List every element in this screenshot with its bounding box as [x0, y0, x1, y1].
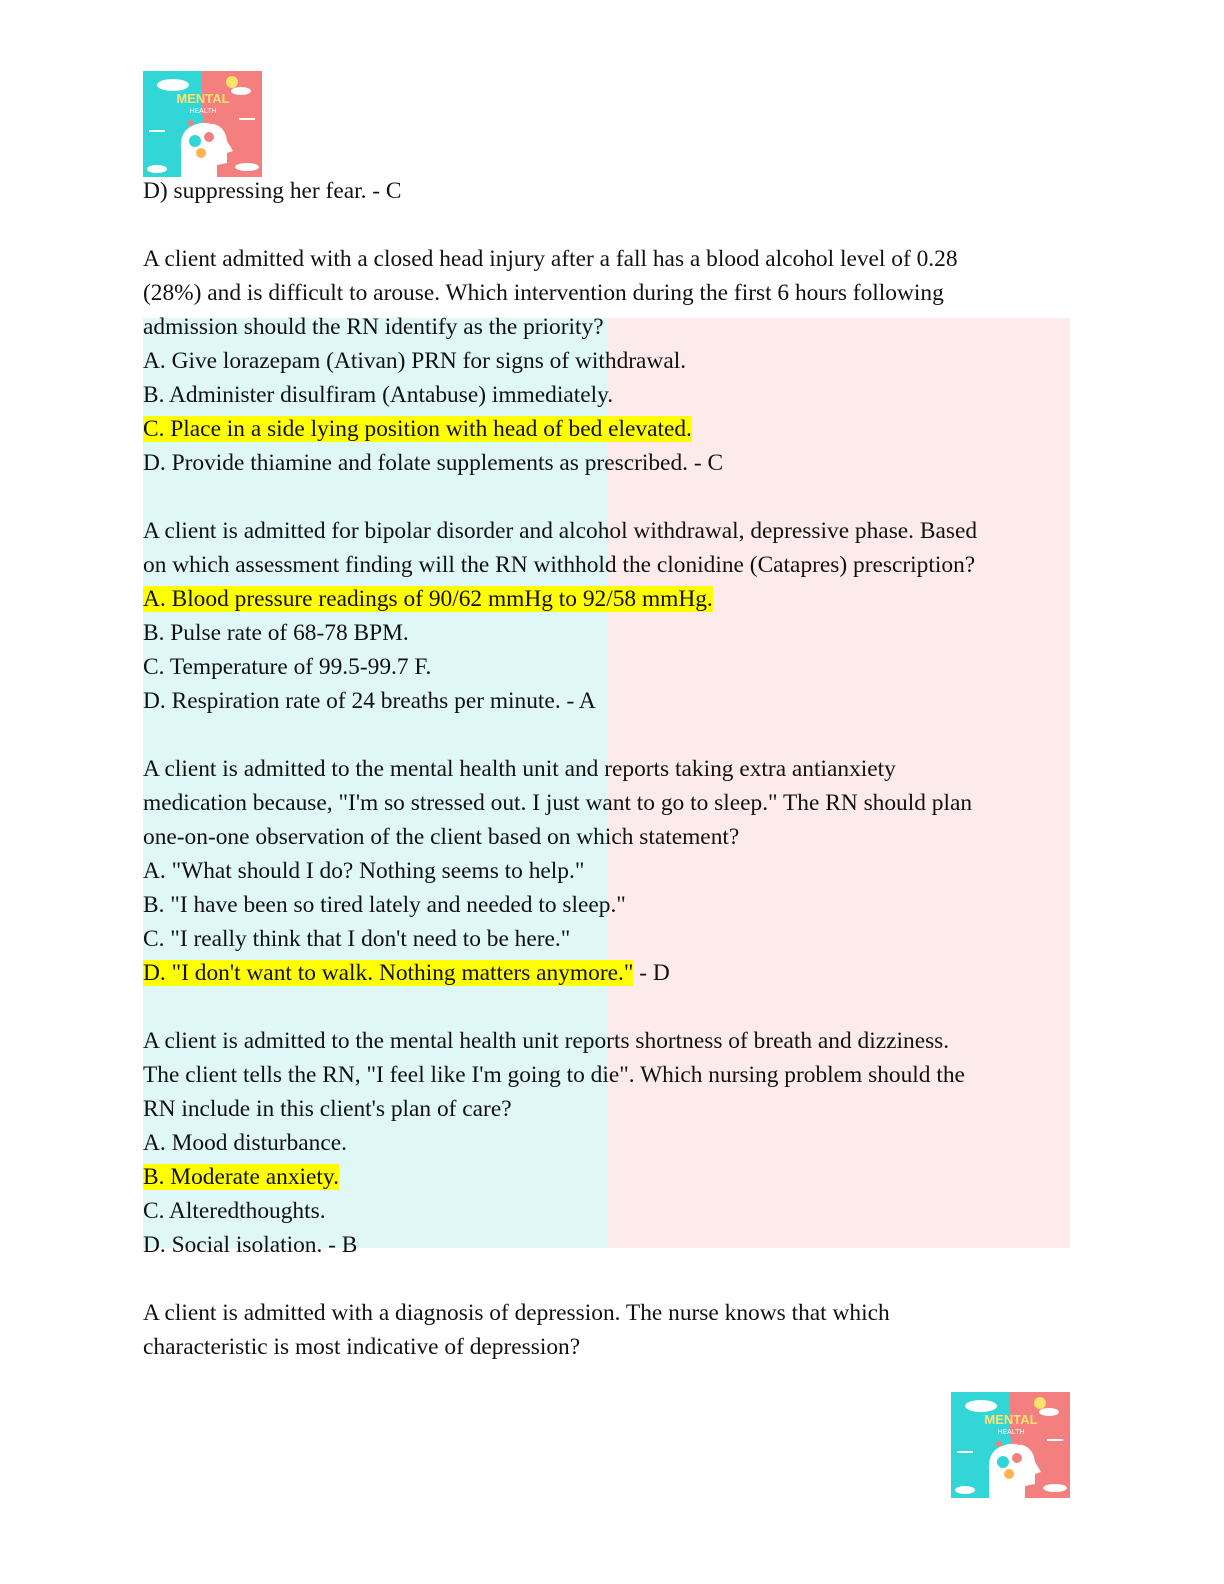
- q1-option-a: A. Give lorazepam (Ativan) PRN for signs of withdrawal.: [143, 348, 687, 374]
- q4-stem-line: The client tells the RN, "I feel like I'm going to die". Which nursing problem should the: [143, 1062, 965, 1088]
- q2-option-c: C. Temperature of 99.5-99.7 F.: [143, 654, 432, 680]
- q2-option-a-highlighted: A. Blood pressure readings of 90/62 mmHg to 92/58 mmHg.: [143, 586, 713, 612]
- q3-option-c: C. "I really think that I don't need to be here.": [143, 926, 571, 952]
- q2-option-b: B. Pulse rate of 68-78 BPM.: [143, 620, 409, 646]
- q5-stem-line: characteristic is most indicative of depression?: [143, 1334, 581, 1360]
- q3-stem-line: one-on-one observation of the client based on which statement?: [143, 824, 740, 850]
- q1-stem-line: A client admitted with a closed head injury after a fall has a blood alcohol level of 0.28: [143, 246, 958, 272]
- logo-word-health: HEALTH: [189, 108, 217, 115]
- q2-stem-line: A client is admitted for bipolar disorder and alcohol withdrawal, depressive phase. Based: [143, 518, 978, 544]
- q1-stem-line: (28%) and is difficult to arouse. Which intervention during the first 6 hours following: [143, 280, 944, 306]
- logo-word-mental: MENTAL: [984, 1412, 1038, 1427]
- mental-health-logo-top: [143, 71, 262, 177]
- q3-stem-line: medication because, "I'm so stressed out. I just want to go to sleep." The RN should plan: [143, 790, 973, 816]
- q4-option-a: A. Mood disturbance.: [143, 1130, 347, 1156]
- q1-option-c-highlighted: C. Place in a side lying position with head of bed elevated.: [143, 416, 692, 442]
- q3-answer-key: - D: [633, 960, 670, 986]
- logo-word-health: HEALTH: [997, 1429, 1025, 1436]
- q4-option-c: C. Alteredthoughts.: [143, 1198, 326, 1224]
- previous-answer-continuation: D) suppressing her fear. - C: [143, 178, 402, 204]
- logo-word-mental: MENTAL: [176, 91, 230, 106]
- mental-health-logo-bottom: [951, 1392, 1070, 1498]
- q1-option-b: B. Administer disulfiram (Antabuse) immediately.: [143, 382, 614, 408]
- q2-option-d: D. Respiration rate of 24 breaths per minute. - A: [143, 688, 596, 714]
- q2-stem-line: on which assessment finding will the RN withhold the clonidine (Catapres) prescription?: [143, 552, 976, 578]
- q4-option-d: D. Social isolation. - B: [143, 1232, 358, 1258]
- q4-stem-line: RN include in this client's plan of care?: [143, 1096, 512, 1122]
- q3-option-b: B. "I have been so tired lately and needed to sleep.": [143, 892, 626, 918]
- q5-stem-line: A client is admitted with a diagnosis of depression. The nurse knows that which: [143, 1300, 890, 1326]
- q4-stem-line: A client is admitted to the mental health unit reports shortness of breath and dizziness.: [143, 1028, 950, 1054]
- document-body: [143, 174, 1083, 1364]
- q3-stem-line: A client is admitted to the mental health unit and reports taking extra antianxiety: [143, 756, 896, 782]
- q1-stem-line: admission should the RN identify as the priority?: [143, 314, 604, 340]
- q3-option-d-highlighted: D. "I don't want to walk. Nothing matters anymore.": [143, 960, 634, 986]
- q4-option-b-highlighted: B. Moderate anxiety.: [143, 1164, 339, 1190]
- q3-option-a: A. "What should I do? Nothing seems to help.": [143, 858, 585, 884]
- q1-option-d: D. Provide thiamine and folate supplements as prescribed. - C: [143, 450, 724, 476]
